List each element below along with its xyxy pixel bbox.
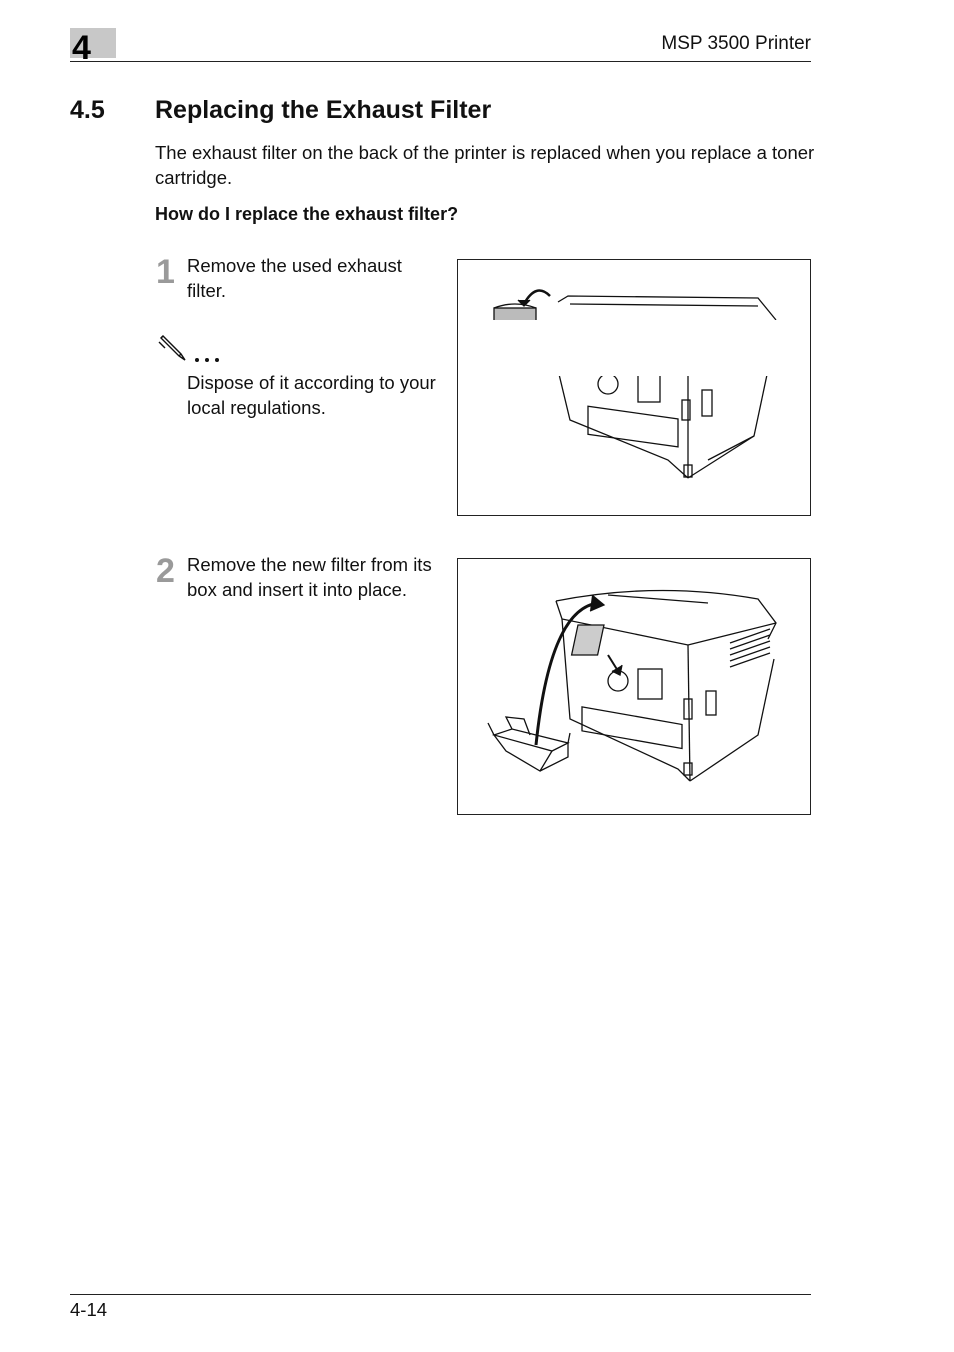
figure-remove-filter [457,259,811,516]
step-1-note: Dispose of it according to your local regulations. [187,372,436,418]
figure-insert-filter [457,558,811,815]
procedure-question: How do I replace the exhaust filter? [155,204,459,224]
step-1-number: 1 [156,253,175,291]
step-1-text: Remove the used exhaust filter. [187,255,402,301]
printer-illustration-remove [458,260,810,515]
section-title: Replacing the Exhaust Filter [155,96,492,124]
pencil-note-icon [157,332,227,366]
footer-divider [70,1294,811,1295]
page-number: 4-14 [70,1299,108,1320]
printer-illustration-insert [458,559,810,814]
intro-paragraph: The exhaust filter on the back of the printer is replaced when you replace a toner cartridge. [155,142,815,188]
chapter-number: 4 [72,29,91,67]
step-2-number: 2 [156,552,175,590]
section-number: 4.5 [70,96,105,124]
header-divider [70,61,811,62]
header-title: MSP 3500 Printer [661,33,811,54]
step-2-text: Remove the new filter from its box and insert it into place. [187,554,432,600]
